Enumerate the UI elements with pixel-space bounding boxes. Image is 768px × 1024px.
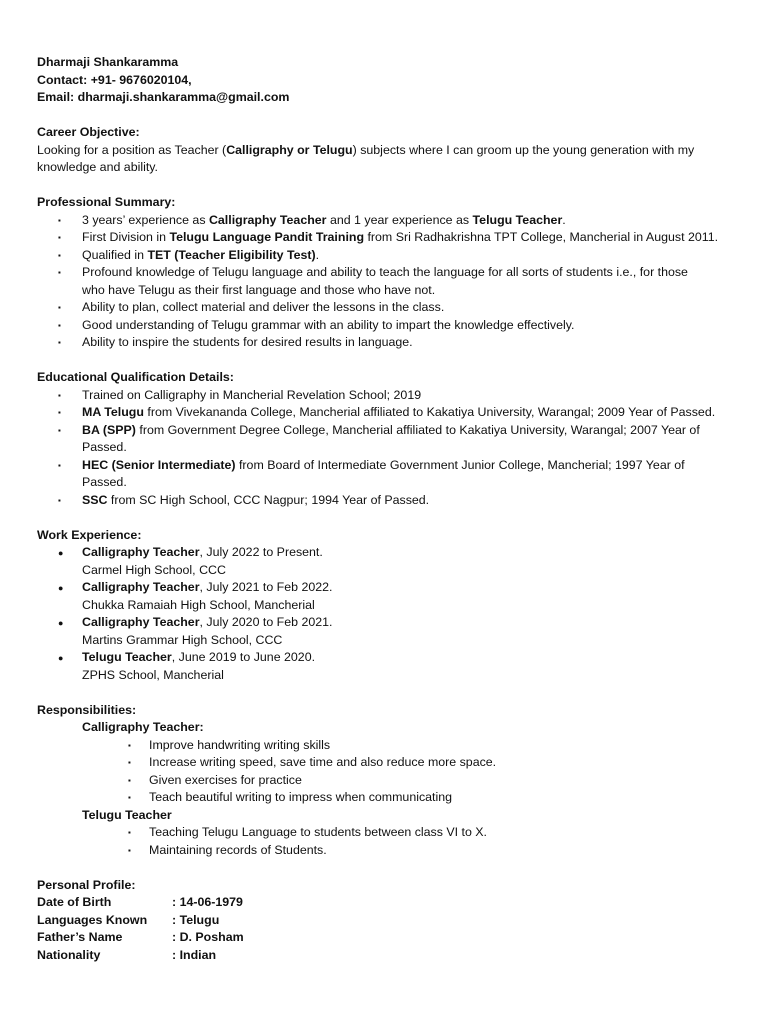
job-place: Chukka Ramaiah High School, Mancherial — [82, 597, 315, 612]
list-item: ▪ Trained on Calligraphy in Mancherial Revelation School; 2019 — [37, 387, 737, 405]
career-objective-text — [37, 142, 705, 177]
list-item — [37, 404, 737, 422]
career-text-pre: Looking for a position as Teacher ( — [37, 142, 227, 157]
list-item: ▪ Increase writing speed, save time and also reduce more space. — [37, 754, 737, 772]
list-item: ▪ Ability to plan, collect material and deliver the lessons in the class. — [37, 299, 737, 317]
list-item: ▪ Profound knowledge of Telugu language and ability to teach the language for all sorts of students i.e., for those who have Telugu as their first language and those who have not. — [37, 264, 694, 299]
languages-label: Languages Known — [37, 912, 148, 927]
list-item — [37, 649, 737, 684]
career-objective-heading: Career Objective: — [37, 125, 140, 139]
text-bold: SSC — [82, 492, 108, 507]
list-item: ▪ Ability to inspire the students for desired results in language. — [37, 334, 737, 352]
profile-row-dob — [37, 894, 737, 912]
job-title: Calligraphy Teacher — [82, 545, 200, 559]
telugu-teacher-subheading: Telugu Teacher — [82, 807, 172, 822]
list-item — [37, 422, 712, 457]
father-name-label: Father’s Name — [37, 930, 123, 944]
responsibilities-heading: Responsibilities: — [37, 702, 137, 717]
text: from Board of Intermediate Government Junior College, Mancherial; 1997 Year of Passed. — [82, 457, 685, 489]
text-bold: Telugu Language Pandit Training — [169, 230, 365, 244]
candidate-name: Dharmaji Shankaramma — [37, 55, 179, 69]
calligraphy-teacher-subheading: Calligraphy Teacher: — [82, 720, 204, 734]
education-list — [37, 387, 737, 510]
text: . — [315, 247, 320, 262]
text: from Vivekananda College, Mancherial affiliated to Kakatiya University, Warangal; 2009 Year of Passed. — [143, 405, 716, 419]
resume-page — [37, 54, 737, 964]
job-dates: , June 2019 to June 2020. — [171, 650, 316, 664]
job-place: ZPHS School, Mancherial — [82, 667, 224, 682]
list-item: ▪ Maintaining records of Students. — [37, 842, 737, 860]
list-item — [37, 614, 737, 649]
professional-summary-heading: Professional Summary: — [37, 195, 176, 209]
text: 3 years’ experience as — [82, 212, 209, 227]
nationality-value: : Indian — [172, 947, 217, 962]
profile-row-father — [37, 929, 737, 947]
languages-value: : Telugu — [172, 912, 220, 927]
contact-line: Contact: +91- 9676020104, — [37, 72, 192, 87]
text: from SC High School, CCC Nagpur; 1994 Year of Passed. — [107, 492, 430, 507]
list-item: ▪ Teaching Telugu Language to students between class VI to X. — [37, 824, 737, 842]
job-dates: , July 2022 to Present. — [199, 545, 323, 559]
text: First Division in — [82, 230, 170, 244]
job-dates: , July 2020 to Feb 2021. — [199, 615, 333, 629]
nationality-label: Nationality — [37, 947, 101, 962]
text-bold: HEC (Senior Intermediate) — [82, 457, 236, 472]
text-bold: TET (Teacher Eligibility Test) — [147, 247, 316, 262]
father-name-value: : D. Posham — [172, 930, 244, 944]
text-bold: Calligraphy Teacher — [208, 212, 327, 227]
telugu-responsibilities-list — [37, 824, 737, 859]
text: . — [562, 212, 566, 227]
text: and 1 year experience as — [326, 212, 473, 227]
text: from Sri Radhakrishna TPT College, Mancherial in August 2011. — [364, 230, 719, 244]
list-item — [37, 247, 737, 265]
list-item — [37, 212, 737, 230]
job-place: Carmel High School, CCC — [82, 562, 226, 577]
list-item: ▪ Teach beautiful writing to impress when communicating — [37, 789, 737, 807]
list-item — [37, 457, 712, 492]
list-item — [37, 229, 737, 247]
career-text-post: ) subjects where I can groom up the young generation with my knowledge and ability. — [37, 142, 695, 174]
job-place: Martins Grammar High School, CCC — [82, 632, 283, 647]
job-dates: , July 2021 to Feb 2022. — [199, 580, 333, 594]
profile-row-nationality — [37, 947, 737, 965]
text: Qualified in — [82, 247, 148, 262]
job-title: Telugu Teacher — [82, 650, 172, 664]
personal-profile-heading: Personal Profile: — [37, 877, 136, 892]
work-experience-list — [37, 544, 737, 684]
career-text-bold: Calligraphy or Telugu — [226, 142, 353, 157]
text-bold: MA Telugu — [82, 405, 144, 419]
list-item: ▪ Improve handwriting writing skills — [37, 737, 737, 755]
professional-summary-list — [37, 212, 737, 352]
job-title: Calligraphy Teacher — [82, 580, 200, 594]
dob-label: Date of Birth — [37, 895, 112, 909]
education-heading: Educational Qualification Details: — [37, 370, 234, 384]
list-item: ▪ Good understanding of Telugu grammar with an ability to impart the knowledge effectively. — [37, 317, 737, 335]
text: from Government Degree College, Mancherial affiliated to Kakatiya University, Warangal; 2007 Year of Passed. — [82, 422, 700, 454]
list-item: ▪ Given exercises for practice — [37, 772, 737, 790]
calligraphy-responsibilities-list — [37, 737, 737, 807]
email-line: Email: dharmaji.shankaramma@gmail.com — [37, 90, 290, 104]
list-item — [37, 579, 737, 614]
dob-value: : 14-06-1979 — [172, 895, 243, 909]
work-experience-heading: Work Experience: — [37, 527, 142, 542]
job-title: Calligraphy Teacher — [82, 615, 200, 629]
list-item — [37, 544, 737, 579]
list-item — [37, 492, 737, 510]
profile-row-languages — [37, 912, 737, 930]
text-bold: Telugu Teacher — [472, 212, 563, 227]
text-bold: BA (SPP) — [82, 422, 136, 437]
